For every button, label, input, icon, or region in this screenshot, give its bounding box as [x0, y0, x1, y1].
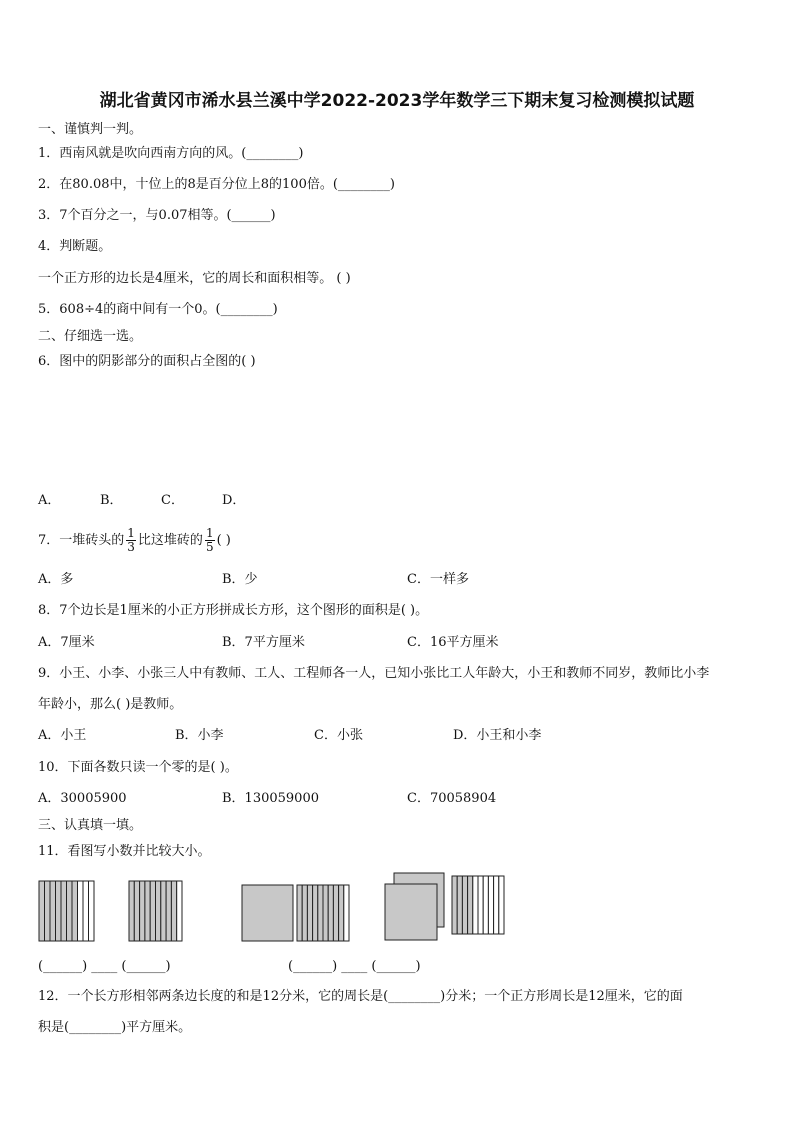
strip-cell — [478, 876, 483, 934]
strip-cell — [156, 881, 161, 941]
q7-option-a: A．多 — [38, 572, 74, 587]
strip-cell — [494, 876, 499, 934]
strip-cell — [45, 881, 51, 941]
strip-cell — [166, 881, 171, 941]
strip-cell — [161, 881, 166, 941]
q9-option-d: D．小王和小李 — [453, 728, 542, 743]
q6-option-a: A． — [38, 493, 61, 508]
strip-cell — [50, 881, 56, 941]
strip-cell — [323, 885, 328, 941]
question-12-line2: 积是(________)平方厘米。 — [38, 1020, 192, 1035]
q10-option-a: A．30005900 — [38, 791, 127, 806]
strip-cell — [297, 885, 302, 941]
q8-option-c: C．16平方厘米 — [407, 635, 499, 650]
q8-option-b: B．7平方厘米 — [222, 635, 305, 650]
whole-square — [242, 885, 293, 941]
q11-blanks-right: (______) ____ (______) — [288, 959, 421, 974]
q10-option-c: C．70058904 — [407, 791, 497, 806]
q7-text-post: ( ) — [216, 533, 231, 548]
strip-cell — [333, 885, 338, 941]
question-1: 1．西南风就是吹向西南方向的风。(________) — [38, 146, 304, 161]
strip-cell — [499, 876, 504, 934]
strip-cell — [328, 885, 333, 941]
question-3: 3．7个百分之一，与0.07相等。(______) — [38, 208, 276, 223]
section-heading-judge: 一、谨慎判一判。 — [38, 122, 143, 137]
q11-blanks-left: (______) ____ (______) — [38, 959, 171, 974]
strip-cell — [457, 876, 462, 934]
strip-cell — [150, 881, 155, 941]
strip-cell — [61, 881, 67, 941]
question-4-statement: 一个正方形的边长是4厘米，它的周长和面积相等。 ( ) — [38, 271, 351, 286]
strip-cell — [140, 881, 145, 941]
q7-fraction-2: $\frac{1}{5}$ — [205, 526, 214, 554]
section-heading-choose: 二、仔细选一选。 — [38, 329, 143, 344]
question-4: 4．判断题。 — [38, 239, 112, 254]
strip-cell — [171, 881, 176, 941]
question-12-line1: 12．一个长方形相邻两条边长度的和是12分米，它的周长是(________)分米；一个正方形周长是12厘米，它的面 — [38, 989, 683, 1004]
strip-cell — [302, 885, 307, 941]
strip-cell — [307, 885, 312, 941]
strip-cell — [39, 881, 45, 941]
q7-text-pre: 7．一堆砖头的 — [38, 533, 125, 548]
q6-option-b: B． — [100, 493, 123, 508]
strip-cell — [462, 876, 467, 934]
strip-cell — [488, 876, 493, 934]
question-9-line1: 9．小王、小李、小张三人中有教师、工人、工程师各一人，已知小张比工人年龄大，小王和教师不同岁，教师比小李 — [38, 666, 710, 681]
strip-cell — [145, 881, 150, 941]
strip-cell — [468, 876, 473, 934]
q7-fraction-1: $\frac{1}{3}$ — [127, 526, 135, 554]
strip-cell — [134, 881, 139, 941]
strip-cell — [129, 881, 134, 941]
q6-option-d: D． — [222, 493, 246, 508]
q11-square-strip-figure-3 — [241, 884, 351, 942]
q10-option-b: B．130059000 — [222, 791, 319, 806]
strip-cell — [83, 881, 89, 941]
q7-text-mid: 比这堆砖的 — [137, 533, 203, 548]
q11-square-strip-figure-4 — [384, 872, 506, 942]
strip-cell — [452, 876, 457, 934]
question-6: 6．图中的阴影部分的面积占全图的( ) — [38, 354, 256, 369]
question-5: 5．608÷4的商中间有一个0。(________) — [38, 302, 278, 317]
question-10: 10．下面各数只读一个零的是( )。 — [38, 760, 238, 775]
strip-cell — [78, 881, 84, 941]
q7-option-b: B．少 — [222, 572, 258, 587]
q9-option-a: A．小王 — [38, 728, 87, 743]
q9-option-c: C．小张 — [314, 728, 363, 743]
strip-cell — [177, 881, 182, 941]
q8-option-a: A．7厘米 — [38, 635, 95, 650]
q9-option-b: B．小李 — [175, 728, 224, 743]
q11-strip-figure-1 — [38, 880, 96, 942]
q6-option-c: C． — [161, 493, 184, 508]
section-heading-fill: 三、认真填一填。 — [38, 818, 143, 833]
strip-cell — [313, 885, 318, 941]
question-9-line2: 年龄小，那么( )是教师。 — [38, 697, 183, 712]
question-7 — [38, 527, 231, 554]
strip-cell — [67, 881, 73, 941]
strip-cell — [318, 885, 323, 941]
strip-cell — [72, 881, 78, 941]
strip-cell — [344, 885, 349, 941]
strip-cell — [56, 881, 62, 941]
question-2: 2．在80.08中，十位上的8是百分位上8的100倍。(________) — [38, 177, 395, 192]
q7-option-c: C．一样多 — [407, 572, 469, 587]
strip-cell — [339, 885, 344, 941]
strip-cell — [89, 881, 95, 941]
strip-cell — [483, 876, 488, 934]
q11-strip-figure-2 — [128, 880, 184, 942]
question-8: 8．7个边长是1厘米的小正方形拼成长方形，这个图形的面积是( )。 — [38, 603, 429, 618]
whole-square-front — [385, 884, 437, 940]
question-11: 11．看图写小数并比较大小。 — [38, 844, 211, 859]
strip-cell — [473, 876, 478, 934]
page-title: 湖北省黄冈市浠水县兰溪中学2022-2023学年数学三下期末复习检测模拟试题 — [99, 91, 695, 111]
